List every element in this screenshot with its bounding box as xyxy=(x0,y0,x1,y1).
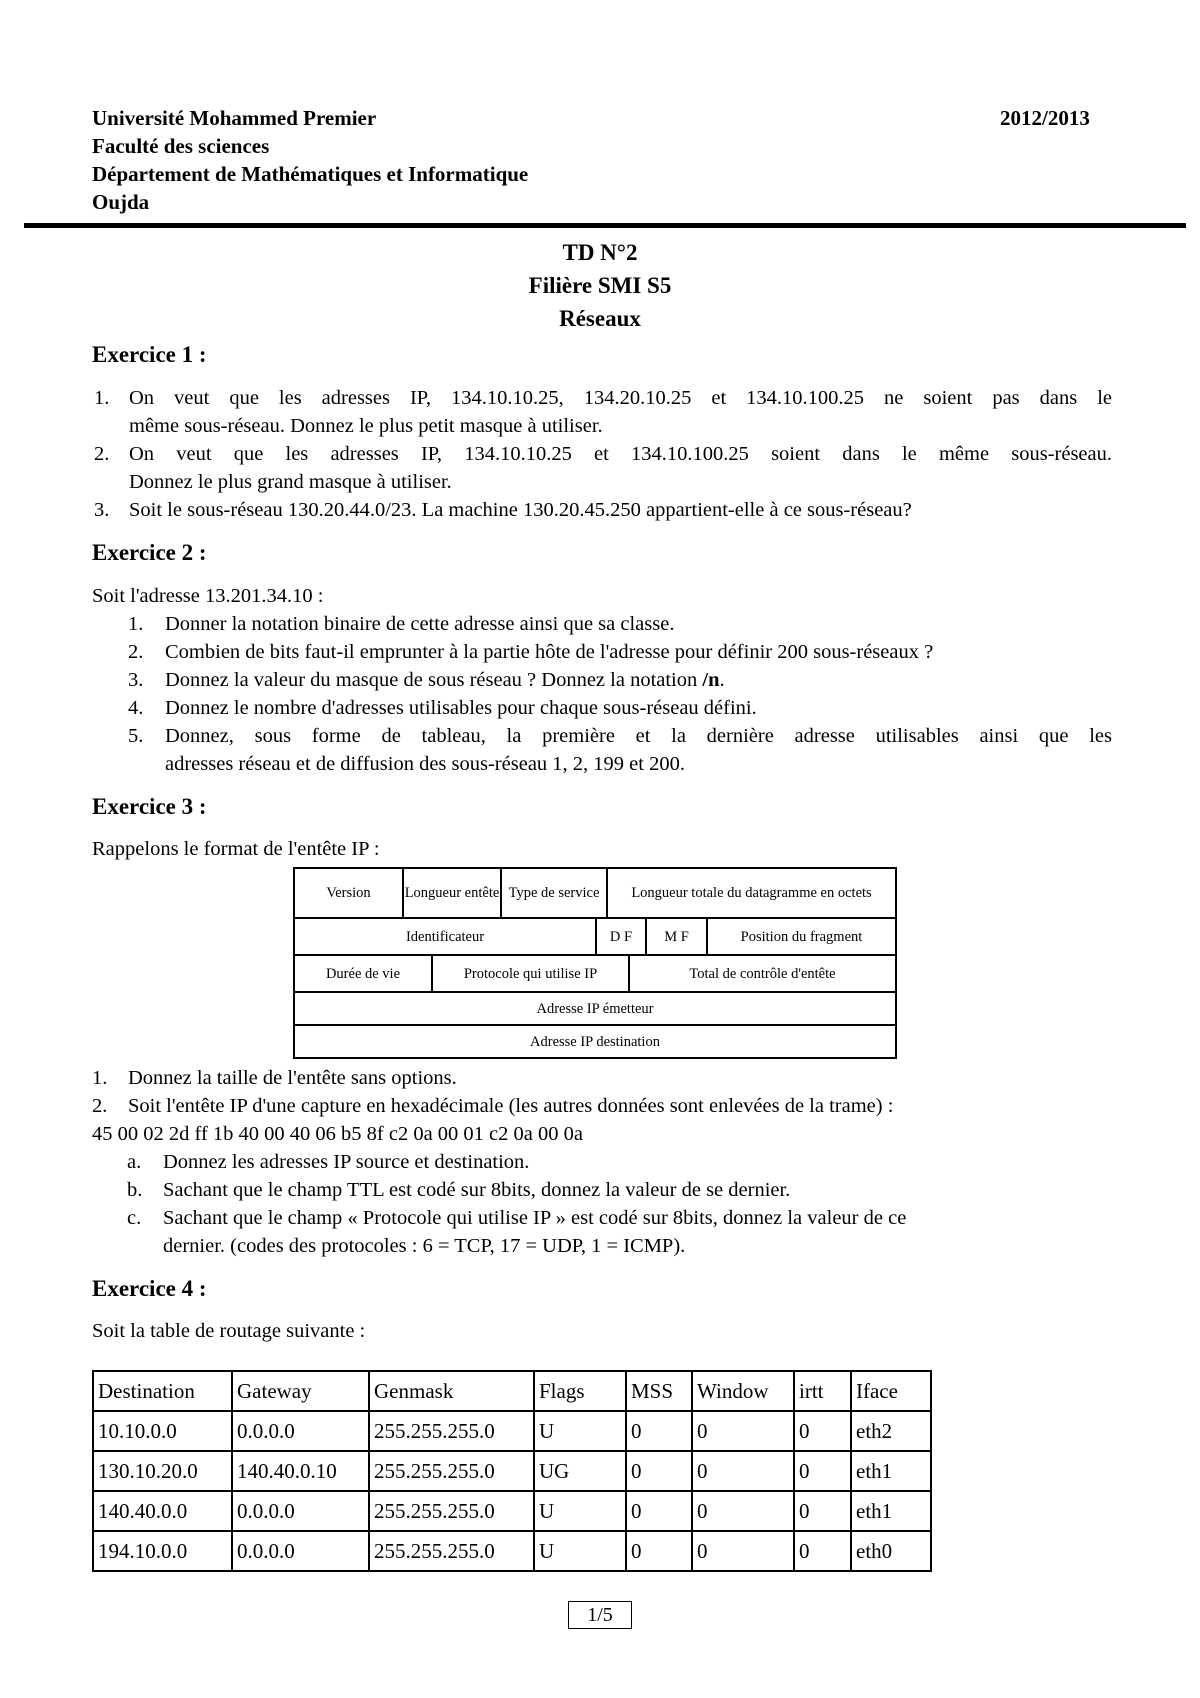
field-checksum: Total de contrôle d'entête xyxy=(689,965,836,982)
ex2-item-3-bold: /n xyxy=(702,669,720,691)
exercise-1-title: Exercice 1 : xyxy=(92,342,207,367)
exercise-4-title: Exercice 4 : xyxy=(92,1276,207,1301)
field-header-length: Longueur entête xyxy=(404,869,502,917)
course-name: Réseaux xyxy=(559,306,641,331)
ex3-sub-c-line-2: dernier. (codes des protocoles : 6 = TCP, 17 = UDP, 1 = ICMP). xyxy=(163,1235,686,1257)
faculty-name: Faculté des sciences xyxy=(92,134,270,158)
routing-table xyxy=(92,1370,932,1572)
ex1-item-3-number: 3. xyxy=(94,499,110,521)
cell: 0 xyxy=(626,1531,692,1571)
cell: 0.0.0.0 xyxy=(232,1531,369,1571)
ex1-item-1-line-1: On veut que les adresses IP, 134.10.10.25, 134.20.10.25 et 134.10.100.25 ne soient pas dans le xyxy=(129,387,1112,409)
col-mss: MSS xyxy=(626,1371,692,1411)
ex2-item-1-line-1: Donner la notation binaire de cette adresse ainsi que sa classe. xyxy=(165,613,675,635)
ex2-item-2-number: 2. xyxy=(128,641,144,663)
cell: UG xyxy=(534,1451,626,1491)
city-name: Oujda xyxy=(92,190,150,214)
cell: 140.40.0.10 xyxy=(232,1451,369,1491)
ip-header-row-4 xyxy=(295,993,895,1026)
ex1-item-2-number: 2. xyxy=(94,443,110,465)
ex2-item-3-after: . xyxy=(719,669,725,691)
ex3-q2-number: 2. xyxy=(92,1095,108,1117)
td-number: TD N°2 xyxy=(562,240,638,265)
exercise-3-title: Exercice 3 : xyxy=(92,794,207,819)
ex1-item-1-line-2: même sous-réseau. Donnez le plus petit masque à utiliser. xyxy=(129,415,603,437)
ex3-q1-number: 1. xyxy=(92,1067,108,1089)
ip-header-diagram xyxy=(293,867,897,1059)
col-flags: Flags xyxy=(534,1371,626,1411)
cell: 194.10.0.0 xyxy=(93,1531,232,1571)
cell: U xyxy=(534,1491,626,1531)
ex2-item-3-line-1: Donnez la valeur du masque de sous réseau ? Donnez la notation xyxy=(165,669,703,691)
field-ttl: Durée de vie xyxy=(295,956,433,991)
ex2-item-4-line-1: Donnez le nombre d'adresses utilisables pour chaque sous-réseau défini. xyxy=(165,697,757,719)
ex3-sub-c-line-1: Sachant que le champ « Protocole qui utilise IP » est codé sur 8bits, donnez la valeur de ce xyxy=(163,1207,907,1229)
program-name: Filière SMI S5 xyxy=(528,273,672,298)
cell: 140.40.0.0 xyxy=(93,1491,232,1531)
hex-capture: 45 00 02 2d ff 1b 40 00 40 06 b5 8f c2 0a 00 01 c2 0a 00 0a xyxy=(92,1123,583,1145)
cell: 0 xyxy=(626,1451,692,1491)
field-version: Version xyxy=(295,869,404,917)
institution-block xyxy=(92,104,528,216)
ex3-intro: Rappelons le format de l'entête IP : xyxy=(92,838,380,860)
field-source-address: Adresse IP émetteur xyxy=(536,1000,654,1017)
ex1-item-2-line-1: On veut que les adresses IP, 134.10.10.25 et 134.10.100.25 soient dans le même sous-réseau. xyxy=(129,443,1112,465)
ex1-item-1-number: 1. xyxy=(94,387,110,409)
ex3-q2-text: Soit l'entête IP d'une capture en hexadécimale (les autres données sont enlevées de la trame) : xyxy=(128,1095,894,1117)
ex2-item-5-line-1: Donnez, sous forme de tableau, la première et la dernière adresse utilisables ainsi que les xyxy=(165,725,1112,747)
field-total-length: Longueur totale du datagramme en octets xyxy=(631,885,872,901)
document-title xyxy=(0,236,1200,335)
ex2-intro: Soit l'adresse 13.201.34.10 : xyxy=(92,585,324,607)
field-service-type: Type de service xyxy=(502,869,608,917)
col-gateway: Gateway xyxy=(232,1371,369,1411)
cell: 0 xyxy=(626,1491,692,1531)
cell: 0 xyxy=(794,1451,851,1491)
col-window: Window xyxy=(692,1371,794,1411)
field-destination-address: Adresse IP destination xyxy=(530,1033,660,1050)
university-name: Université Mohammed Premier xyxy=(92,106,377,130)
ex3-sub-b-text: Sachant que le champ TTL est codé sur 8bits, donnez la valeur de se dernier. xyxy=(163,1179,791,1201)
ip-header-row-1 xyxy=(295,869,895,919)
cell: U xyxy=(534,1531,626,1571)
ex2-item-1-number: 1. xyxy=(128,613,144,635)
field-mf: M F xyxy=(647,919,708,954)
field-df: D F xyxy=(597,919,647,954)
cell: eth2 xyxy=(851,1411,931,1451)
cell: 255.255.255.0 xyxy=(369,1451,534,1491)
table-row xyxy=(93,1411,931,1451)
ex2-item-2-line-1: Combien de bits faut-il emprunter à la partie hôte de l'adresse pour définir 200 sous-réseaux ? xyxy=(165,641,934,663)
page-number: 1/5 xyxy=(568,1601,632,1629)
ex3-sub-b-letter: b. xyxy=(127,1179,143,1201)
cell: 0 xyxy=(692,1411,794,1451)
cell: 0.0.0.0 xyxy=(232,1491,369,1531)
ex1-item-3-line-1: Soit le sous-réseau 130.20.44.0/23. La machine 130.20.45.250 appartient-elle à ce sous-réseau? xyxy=(129,499,912,521)
cell: eth0 xyxy=(851,1531,931,1571)
ex3-q1-text: Donnez la taille de l'entête sans options. xyxy=(128,1067,457,1089)
cell: 255.255.255.0 xyxy=(369,1411,534,1451)
table-row xyxy=(93,1451,931,1491)
ex2-item-3-text xyxy=(165,666,725,694)
cell: 0 xyxy=(692,1531,794,1571)
exercise-2-title: Exercice 2 : xyxy=(92,540,207,565)
ex2-item-5-number: 5. xyxy=(128,725,144,747)
ex2-item-5-line-2: adresses réseau et de diffusion des sous-réseau 1, 2, 199 et 200. xyxy=(165,753,685,775)
cell: eth1 xyxy=(851,1491,931,1531)
field-protocol: Protocole qui utilise IP xyxy=(433,956,630,991)
ex1-item-2-line-2: Donnez le plus grand masque à utiliser. xyxy=(129,471,452,493)
ex2-item-4-number: 4. xyxy=(128,697,144,719)
academic-year: 2012/2013 xyxy=(1000,106,1090,130)
cell: 255.255.255.0 xyxy=(369,1531,534,1571)
col-genmask: Genmask xyxy=(369,1371,534,1411)
ex3-sub-c-letter: c. xyxy=(127,1207,142,1229)
ex4-intro: Soit la table de routage suivante : xyxy=(92,1320,366,1342)
col-irtt: irtt xyxy=(794,1371,851,1411)
ip-header-row-3 xyxy=(295,956,895,993)
cell: 0 xyxy=(794,1411,851,1451)
field-fragment-offset: Position du fragment xyxy=(740,928,863,945)
routing-table-header xyxy=(93,1371,931,1411)
ip-header-row-5 xyxy=(295,1026,895,1057)
cell: 0 xyxy=(626,1411,692,1451)
table-row xyxy=(93,1531,931,1571)
cell: 0 xyxy=(794,1491,851,1531)
ex2-item-3-number: 3. xyxy=(128,669,144,691)
cell: 0.0.0.0 xyxy=(232,1411,369,1451)
col-iface: Iface xyxy=(851,1371,931,1411)
cell: eth1 xyxy=(851,1451,931,1491)
col-destination: Destination xyxy=(93,1371,232,1411)
field-identifier: Identificateur xyxy=(295,919,597,954)
cell: 255.255.255.0 xyxy=(369,1491,534,1531)
ip-header-row-2 xyxy=(295,919,895,956)
ex3-sub-a-text: Donnez les adresses IP source et destination. xyxy=(163,1151,530,1173)
cell: U xyxy=(534,1411,626,1451)
header-divider xyxy=(24,223,1186,228)
cell: 0 xyxy=(794,1531,851,1571)
cell: 10.10.0.0 xyxy=(93,1411,232,1451)
ex3-sub-a-letter: a. xyxy=(127,1151,142,1173)
cell: 0 xyxy=(692,1491,794,1531)
cell: 130.10.20.0 xyxy=(93,1451,232,1491)
table-row xyxy=(93,1491,931,1531)
cell: 0 xyxy=(692,1451,794,1491)
department-name: Département de Mathématiques et Informatique xyxy=(92,162,529,186)
